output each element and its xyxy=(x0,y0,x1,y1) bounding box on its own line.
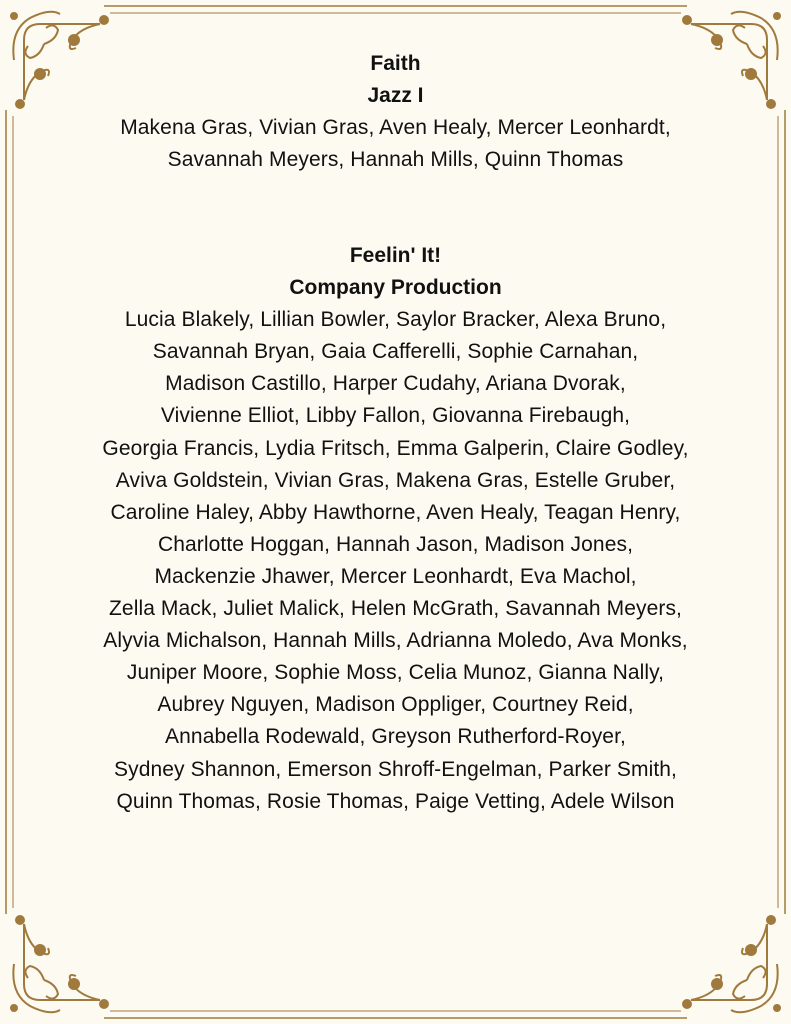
dancer-names-line: Caroline Haley, Abby Hawthorne, Aven Healy, Teagan Henry, xyxy=(110,500,681,524)
dancer-names-line: Aviva Goldstein, Vivian Gras, Makena Gras, Estelle Gruber, xyxy=(115,468,676,492)
dancer-names-line: Juniper Moore, Sophie Moss, Celia Munoz, Gianna Nally, xyxy=(126,661,665,685)
dancer-names-line: Lucia Blakely, Lillian Bowler, Saylor Bracker, Alexa Bruno, xyxy=(124,308,667,332)
routine-section xyxy=(30,48,761,176)
dancer-list xyxy=(30,112,761,176)
dancer-names-line: Savannah Bryan, Gaia Cafferelli, Sophie Carnahan, xyxy=(152,340,639,364)
dancer-names-line: Georgia Francis, Lydia Fritsch, Emma Galperin, Claire Godley, xyxy=(102,436,689,460)
dancer-names-line: Makena Gras, Vivian Gras, Aven Healy, Mercer Leonhardt, xyxy=(120,116,671,139)
routine-section xyxy=(30,240,761,818)
routine-title: Faith xyxy=(370,52,421,75)
dancer-names-line: Mackenzie Jhawer, Mercer Leonhardt, Eva Machol, xyxy=(154,564,637,588)
dancer-names-line: Sydney Shannon, Emerson Shroff-Engelman, Parker Smith, xyxy=(114,757,677,781)
routine-category: Company Production xyxy=(289,276,502,300)
dancer-names-line: Annabella Rodewald, Greyson Rutherford-Royer, xyxy=(165,725,626,749)
dancer-names-line: Savannah Meyers, Hannah Mills, Quinn Thomas xyxy=(167,148,624,172)
program-content xyxy=(30,48,761,818)
routine-category: Jazz I xyxy=(367,84,424,107)
dancer-names-line: Quinn Thomas, Rosie Thomas, Paige Vetting, Adele Wilson xyxy=(116,789,675,813)
dancer-names-line: Alyvia Michalson, Hannah Mills, Adrianna Moledo, Ava Monks, xyxy=(103,629,688,653)
dancer-names-line: Madison Castillo, Harper Cudahy, Ariana Dvorak, xyxy=(165,372,626,396)
dancer-names-line: Vivienne Elliot, Libby Fallon, Giovanna Firebaugh, xyxy=(160,404,631,428)
corner-flourish-icon xyxy=(10,915,109,1012)
dancer-names-line: Aubrey Nguyen, Madison Oppliger, Courtney Reid, xyxy=(157,693,634,717)
dancer-names-line: Zella Mack, Juliet Malick, Helen McGrath, Savannah Meyers, xyxy=(108,597,682,621)
routine-title: Feelin' It! xyxy=(349,244,442,268)
dancer-list xyxy=(30,304,761,818)
corner-flourish-icon xyxy=(682,915,781,1012)
dancer-names-line: Charlotte Hoggan, Hannah Jason, Madison Jones, xyxy=(157,532,634,556)
